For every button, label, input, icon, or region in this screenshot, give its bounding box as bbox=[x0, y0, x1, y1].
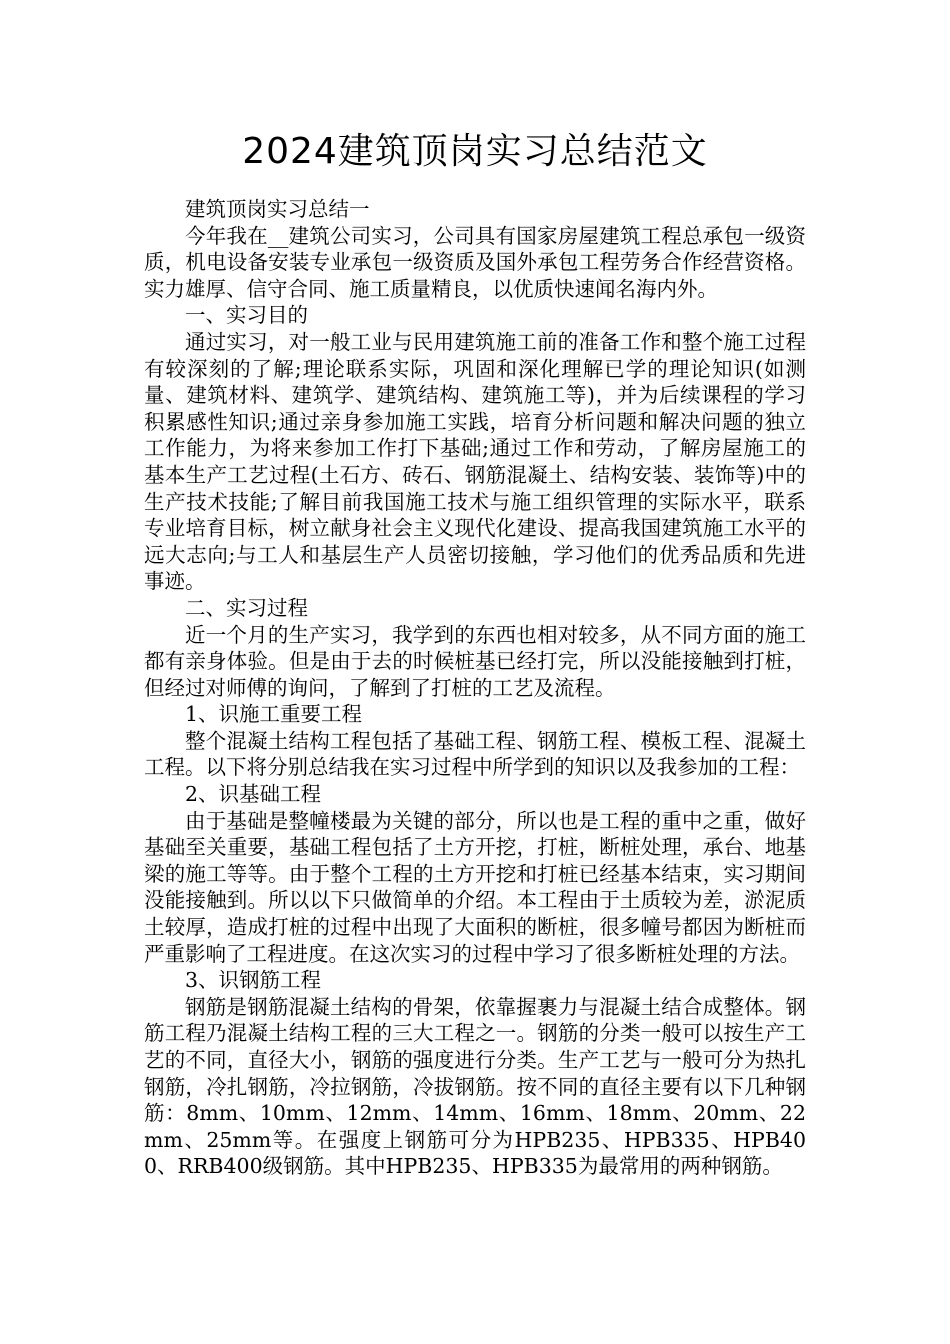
subsection-heading: 2、识基础工程 bbox=[185, 782, 322, 807]
body-paragraph: 由于基础是整幢楼最为关键的部分，所以也是工程的重中之重，做好基础至关重要，基础工程包括了土方开挖，打桩，断桩处理，承台、地基梁的施工等等。由于整个工程的土方开挖和打桩已经基本结束，实习期间没能接触到。所以以下只做简单的介绍。本工程由于土质较为差，淤泥质土较厚，造成打桩的过程中出现了大面积的断桩，很多幢号都因为断桩而严重影响了工程进度。在这次实习的过程中学习了很多断桩处理的方法。 bbox=[144, 808, 806, 966]
document-title: 2024建筑顶岗实习总结范文 bbox=[242, 131, 708, 172]
body-paragraph: 近一个月的生产实习，我学到的东西也相对较多，从不同方面的施工都有亲身体验。但是由于去的时候桩基已经打完，所以没能接触到打桩，但经过对师傅的询问，了解到了打桩的工艺及流程。 bbox=[144, 622, 806, 700]
body-paragraph: 通过实习，对一般工业与民用建筑施工前的准备工作和整个施工过程有较深刻的了解;理论联系实际，巩固和深化理解已学的理论知识(如测量、建筑材料、建筑学、建筑结构、建筑施工等)，并为后续课程的学习积累感性知识;通过亲身参加施工实践，培育分析问题和解决问题的独立工作能力，为将来参加工作打下基础;通过工作和劳动，了解房屋施工的基本生产工艺过程(土石方、砖石、钢筋混凝土、结构安装、装饰等)中的生产技术技能;了解目前我国施工技术与施工组织管理的实际水平，联系专业培育目标，树立献身社会主义现代化建设、提高我国建筑施工水平的远大志向;与工人和基层生产人员密切接触，学习他们的优秀品质和先进事迹。 bbox=[144, 329, 806, 594]
section-heading: 建筑顶岗实习总结一 bbox=[185, 197, 370, 221]
subsection-heading: 1、识施工重要工程 bbox=[185, 702, 363, 727]
body-paragraph: 今年我在__建筑公司实习，公司具有国家房屋建筑工程总承包一级资质，机电设备安装专业承包一级资质及国外承包工程劳务合作经营资格。实力雄厚、信守合同、施工质量精良，以优质快速闻名海内外。 bbox=[144, 223, 806, 301]
body-paragraph: 钢筋是钢筋混凝土结构的骨架，依靠握裹力与混凝土结合成整体。钢筋工程乃混凝土结构工程的三大工程之一。钢筋的分类一般可以按生产工艺的不同，直径大小，钢筋的强度进行分类。生产工艺与一般可分为热扎钢筋，冷扎钢筋，冷拉钢筋，冷拔钢筋。按不同的直径主要有以下几种钢筋：8mm、10mm、12mm、14mm、16mm、18mm、20mm、22mm、25mm等。在强度上钢筋可分为HPB235、HPB335、HPB400、RRB400级钢筋。其中HPB235、HPB335为最常用的两种钢筋。 bbox=[144, 994, 806, 1179]
document-body bbox=[144, 196, 806, 1180]
subsection-heading: 3、识钢筋工程 bbox=[185, 968, 322, 993]
section-heading: 一、实习目的 bbox=[185, 303, 308, 328]
section-heading: 二、实习过程 bbox=[185, 595, 308, 620]
body-paragraph: 整个混凝土结构工程包括了基础工程、钢筋工程、模板工程、混凝土工程。以下将分别总结我在实习过程中所学到的知识以及我参加的工程： bbox=[144, 728, 806, 780]
